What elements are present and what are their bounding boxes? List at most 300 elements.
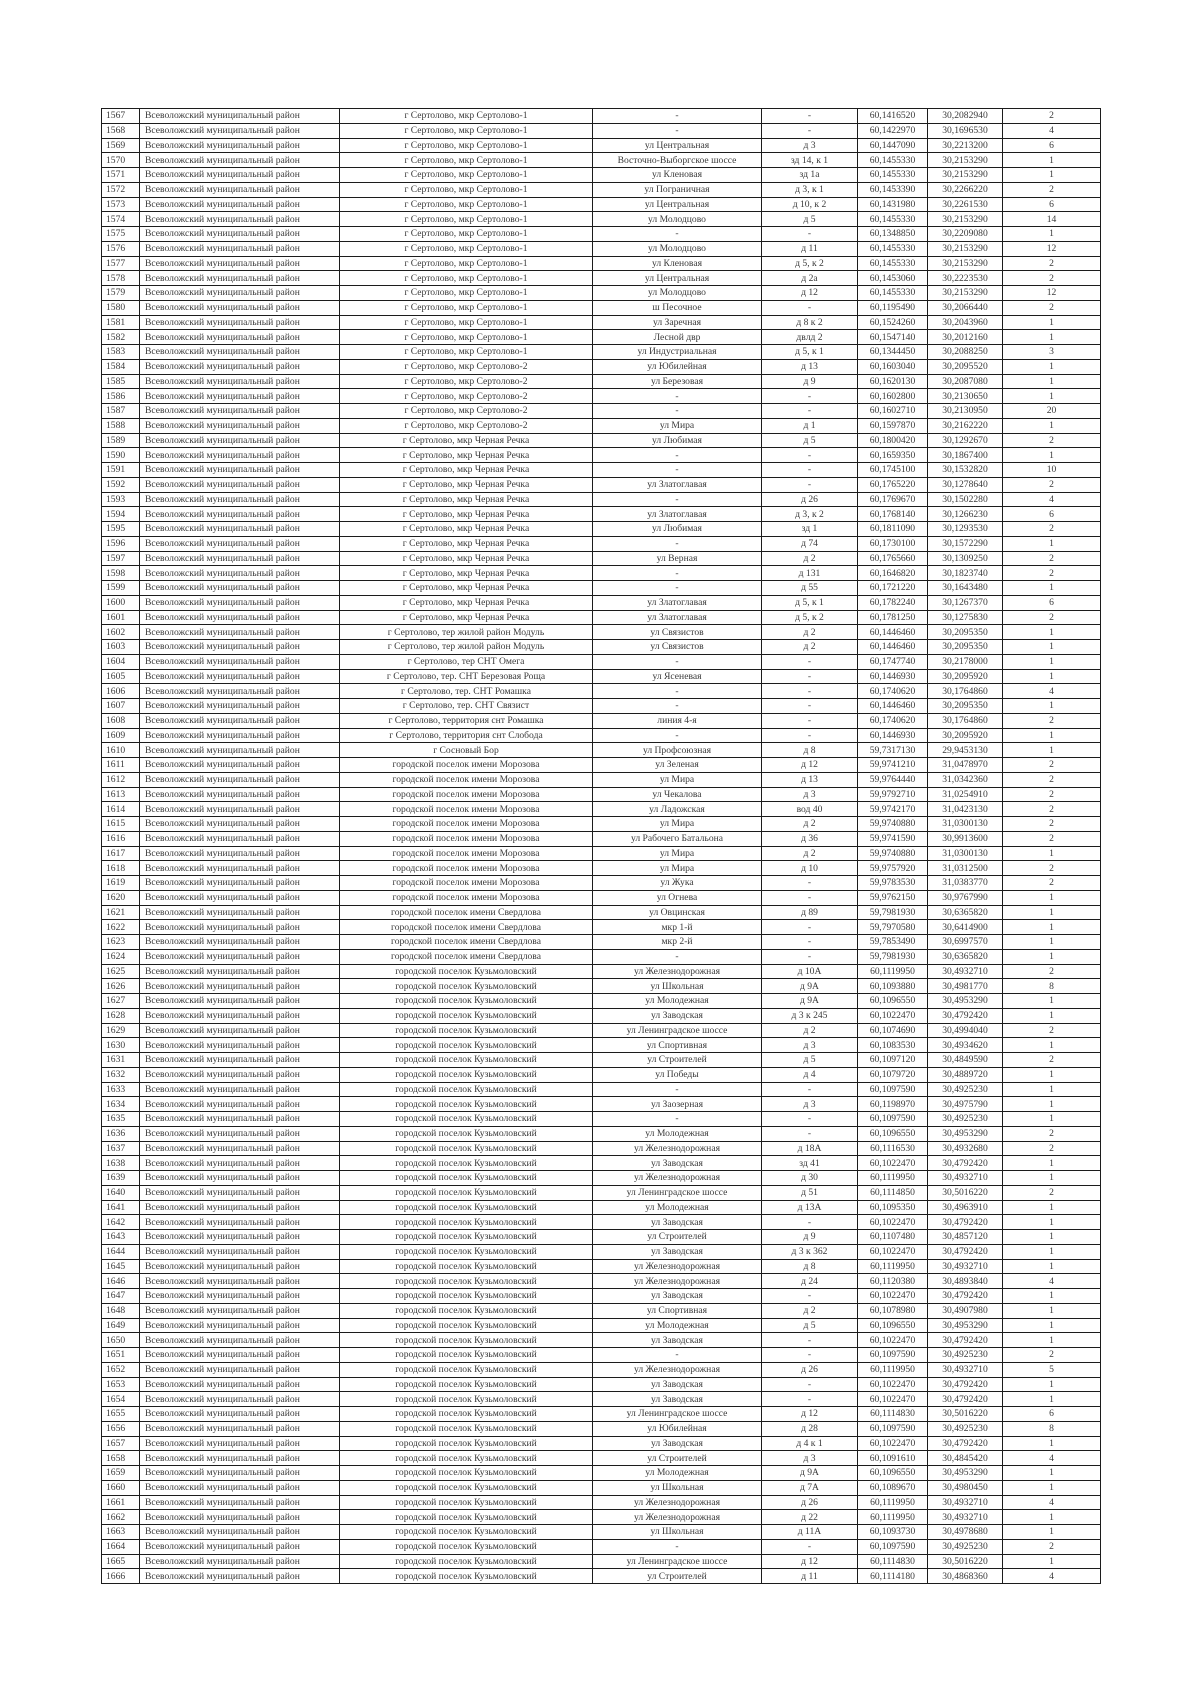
row-number: 1632 (102, 1067, 140, 1082)
table-row (102, 802, 1101, 817)
district-cell: Всеволожский муниципальный район (140, 448, 340, 463)
latitude-cell: 60,1022470 (858, 1333, 928, 1348)
table-row (102, 330, 1101, 345)
house-cell: зд 41 (762, 1156, 858, 1171)
district-cell: Всеволожский муниципальный район (140, 271, 340, 286)
district-cell: Всеволожский муниципальный район (140, 404, 340, 419)
row-number: 1598 (102, 566, 140, 581)
street-cell: ул Ленинградское шоссе (593, 1023, 762, 1038)
longitude-cell: 30,1643480 (928, 581, 1003, 596)
house-cell: д 10 (762, 861, 858, 876)
house-cell: д 10, к 2 (762, 197, 858, 212)
house-cell: - (762, 654, 858, 669)
house-cell: д 26 (762, 492, 858, 507)
count-cell: 1 (1003, 640, 1101, 655)
house-cell: - (762, 713, 858, 728)
table-row (102, 1112, 1101, 1127)
table-row (102, 1082, 1101, 1097)
settlement-cell: городской поселок Кузьмоловский (340, 1510, 593, 1525)
table-row (102, 1053, 1101, 1068)
table-row (102, 1097, 1101, 1112)
table-row (102, 1126, 1101, 1141)
table-row (102, 492, 1101, 507)
settlement-cell: городской поселок Кузьмоловский (340, 1112, 593, 1127)
district-cell: Всеволожский муниципальный район (140, 330, 340, 345)
row-number: 1648 (102, 1303, 140, 1318)
table-row (102, 1215, 1101, 1230)
row-number: 1570 (102, 153, 140, 168)
latitude-cell: 60,1620130 (858, 374, 928, 389)
count-cell: 1 (1003, 743, 1101, 758)
district-cell: Всеволожский муниципальный район (140, 802, 340, 817)
row-number: 1567 (102, 109, 140, 124)
count-cell: 2 (1003, 861, 1101, 876)
longitude-cell: 30,2066440 (928, 300, 1003, 315)
table-row (102, 610, 1101, 625)
latitude-cell: 60,1022470 (858, 1377, 928, 1392)
latitude-cell: 60,1089670 (858, 1480, 928, 1495)
street-cell: ул Связистов (593, 640, 762, 655)
settlement-cell: городской поселок Кузьмоловский (340, 1303, 593, 1318)
latitude-cell: 60,1455330 (858, 241, 928, 256)
row-number: 1642 (102, 1215, 140, 1230)
latitude-cell: 60,1079720 (858, 1067, 928, 1082)
count-cell: 2 (1003, 566, 1101, 581)
settlement-cell: городской поселок Кузьмоловский (340, 1554, 593, 1569)
row-number: 1662 (102, 1510, 140, 1525)
settlement-cell: городской поселок Кузьмоловский (340, 1082, 593, 1097)
street-cell: ул Заводская (593, 1244, 762, 1259)
street-cell: ул Школьная (593, 1480, 762, 1495)
latitude-cell: 60,1096550 (858, 994, 928, 1009)
row-number: 1585 (102, 374, 140, 389)
row-number: 1619 (102, 876, 140, 891)
settlement-cell: г Сертолово, мкр Сертолово-2 (340, 389, 593, 404)
settlement-cell: городской поселок имени Свердлова (340, 920, 593, 935)
table-row (102, 123, 1101, 138)
row-number: 1639 (102, 1171, 140, 1186)
district-cell: Всеволожский муниципальный район (140, 1082, 340, 1097)
row-number: 1657 (102, 1436, 140, 1451)
street-cell: ул Центральная (593, 197, 762, 212)
count-cell: 1 (1003, 359, 1101, 374)
latitude-cell: 60,1096550 (858, 1126, 928, 1141)
settlement-cell: г Сертолово, мкр Сертолово-1 (340, 227, 593, 242)
table-row (102, 256, 1101, 271)
latitude-cell: 60,1022470 (858, 1244, 928, 1259)
settlement-cell: городской поселок Кузьмоловский (340, 1185, 593, 1200)
table-row (102, 654, 1101, 669)
house-cell: - (762, 669, 858, 684)
latitude-cell: 60,1524260 (858, 315, 928, 330)
house-cell: - (762, 1392, 858, 1407)
settlement-cell: городской поселок Кузьмоловский (340, 1525, 593, 1540)
table-row (102, 758, 1101, 773)
settlement-cell: г Сертолово, мкр Черная Речка (340, 610, 593, 625)
latitude-cell: 59,9757920 (858, 861, 928, 876)
house-cell: д 11 (762, 241, 858, 256)
house-cell: д 13 (762, 359, 858, 374)
street-cell: ул Центральная (593, 138, 762, 153)
district-cell: Всеволожский муниципальный район (140, 1023, 340, 1038)
table-row (102, 374, 1101, 389)
count-cell: 1 (1003, 1333, 1101, 1348)
house-cell: - (762, 448, 858, 463)
row-number: 1571 (102, 168, 140, 183)
count-cell: 5 (1003, 1362, 1101, 1377)
house-cell: д 2а (762, 271, 858, 286)
street-cell: ул Ясеневая (593, 669, 762, 684)
longitude-cell: 31,0478970 (928, 758, 1003, 773)
house-cell: д 3 (762, 1451, 858, 1466)
house-cell: д 5, к 1 (762, 345, 858, 360)
latitude-cell: 60,1097590 (858, 1539, 928, 1554)
row-number: 1595 (102, 522, 140, 537)
house-cell: д 2 (762, 817, 858, 832)
longitude-cell: 30,1267370 (928, 595, 1003, 610)
district-cell: Всеволожский муниципальный район (140, 315, 340, 330)
street-cell: мкр 1-й (593, 920, 762, 935)
count-cell: 1 (1003, 935, 1101, 950)
row-number: 1626 (102, 979, 140, 994)
district-cell: Всеволожский муниципальный район (140, 1097, 340, 1112)
settlement-cell: г Сертолово, территория снт Ромашка (340, 713, 593, 728)
table-row (102, 241, 1101, 256)
street-cell: ул Заводская (593, 1377, 762, 1392)
house-cell: - (762, 1215, 858, 1230)
street-cell: ул Железнодорожная (593, 1171, 762, 1186)
settlement-cell: г Сертолово, мкр Черная Речка (340, 448, 593, 463)
district-cell: Всеволожский муниципальный район (140, 1141, 340, 1156)
row-number: 1645 (102, 1259, 140, 1274)
latitude-cell: 59,9741210 (858, 758, 928, 773)
district-cell: Всеволожский муниципальный район (140, 418, 340, 433)
row-number: 1618 (102, 861, 140, 876)
settlement-cell: г Сертолово, мкр Сертолово-1 (340, 212, 593, 227)
count-cell: 2 (1003, 1539, 1101, 1554)
row-number: 1602 (102, 625, 140, 640)
district-cell: Всеволожский муниципальный район (140, 1215, 340, 1230)
street-cell: ул Заводская (593, 1156, 762, 1171)
count-cell: 1 (1003, 168, 1101, 183)
table-row (102, 684, 1101, 699)
table-row (102, 994, 1101, 1009)
district-cell: Всеволожский муниципальный район (140, 964, 340, 979)
district-cell: Всеволожский муниципальный район (140, 1362, 340, 1377)
table-row (102, 1141, 1101, 1156)
settlement-cell: городской поселок имени Морозова (340, 876, 593, 891)
latitude-cell: 60,1078980 (858, 1303, 928, 1318)
latitude-cell: 60,1446460 (858, 625, 928, 640)
house-cell: зд 14, к 1 (762, 153, 858, 168)
table-row (102, 1466, 1101, 1481)
row-number: 1568 (102, 123, 140, 138)
count-cell: 2 (1003, 1348, 1101, 1363)
district-cell: Всеволожский муниципальный район (140, 182, 340, 197)
district-cell: Всеволожский муниципальный район (140, 345, 340, 360)
table-row (102, 846, 1101, 861)
district-cell: Всеволожский муниципальный район (140, 197, 340, 212)
longitude-cell: 30,1532820 (928, 463, 1003, 478)
street-cell: - (593, 699, 762, 714)
latitude-cell: 60,1422970 (858, 123, 928, 138)
longitude-cell: 30,2095350 (928, 640, 1003, 655)
street-cell: ул Железнодорожная (593, 964, 762, 979)
settlement-cell: г Сертолово, мкр Сертолово-1 (340, 315, 593, 330)
longitude-cell: 30,2153290 (928, 256, 1003, 271)
longitude-cell: 30,4893840 (928, 1274, 1003, 1289)
longitude-cell: 30,9913600 (928, 831, 1003, 846)
latitude-cell: 60,1453390 (858, 182, 928, 197)
street-cell: линия 4-я (593, 713, 762, 728)
count-cell: 2 (1003, 713, 1101, 728)
row-number: 1574 (102, 212, 140, 227)
latitude-cell: 60,1022470 (858, 1392, 928, 1407)
count-cell: 1 (1003, 1215, 1101, 1230)
settlement-cell: городской поселок Кузьмоловский (340, 1362, 593, 1377)
district-cell: Всеволожский муниципальный район (140, 595, 340, 610)
row-number: 1661 (102, 1495, 140, 1510)
latitude-cell: 60,1781250 (858, 610, 928, 625)
street-cell: ул Заречная (593, 315, 762, 330)
table-row (102, 772, 1101, 787)
street-cell: - (593, 728, 762, 743)
count-cell: 1 (1003, 330, 1101, 345)
count-cell: 6 (1003, 507, 1101, 522)
district-cell: Всеволожский муниципальный район (140, 1392, 340, 1407)
longitude-cell: 30,4792420 (928, 1156, 1003, 1171)
row-number: 1576 (102, 241, 140, 256)
house-cell: д 2 (762, 551, 858, 566)
count-cell: 2 (1003, 1126, 1101, 1141)
table-row (102, 1318, 1101, 1333)
house-cell: д 7А (762, 1480, 858, 1495)
house-cell: д 9А (762, 994, 858, 1009)
count-cell: 1 (1003, 389, 1101, 404)
row-number: 1646 (102, 1274, 140, 1289)
count-cell: 1 (1003, 153, 1101, 168)
settlement-cell: городской поселок Кузьмоловский (340, 1038, 593, 1053)
house-cell: д 3 (762, 138, 858, 153)
longitude-cell: 30,4845420 (928, 1451, 1003, 1466)
district-cell: Всеволожский муниципальный район (140, 669, 340, 684)
longitude-cell: 31,0312500 (928, 861, 1003, 876)
latitude-cell: 60,1740620 (858, 713, 928, 728)
street-cell: ул Овцинская (593, 905, 762, 920)
house-cell: - (762, 1348, 858, 1363)
longitude-cell: 30,4953290 (928, 1466, 1003, 1481)
street-cell: - (593, 581, 762, 596)
district-cell: Всеволожский муниципальный район (140, 227, 340, 242)
settlement-cell: городской поселок имени Морозова (340, 861, 593, 876)
table-row (102, 286, 1101, 301)
latitude-cell: 60,1597870 (858, 418, 928, 433)
house-cell: - (762, 935, 858, 950)
table-row (102, 1259, 1101, 1274)
settlement-cell: городской поселок имени Морозова (340, 772, 593, 787)
table-row (102, 876, 1101, 891)
longitude-cell: 30,4889720 (928, 1067, 1003, 1082)
row-number: 1650 (102, 1333, 140, 1348)
table-row (102, 315, 1101, 330)
house-cell: д 5 (762, 1053, 858, 1068)
settlement-cell: г Сертолово, мкр Сертолово-1 (340, 168, 593, 183)
longitude-cell: 30,1764860 (928, 713, 1003, 728)
count-cell: 1 (1003, 994, 1101, 1009)
table-row (102, 640, 1101, 655)
row-number: 1620 (102, 890, 140, 905)
street-cell: ш Песочное (593, 300, 762, 315)
table-row (102, 1008, 1101, 1023)
street-cell: - (593, 1082, 762, 1097)
table-row (102, 1156, 1101, 1171)
district-cell: Всеволожский муниципальный район (140, 1303, 340, 1318)
latitude-cell: 59,7981930 (858, 949, 928, 964)
longitude-cell: 29,9453130 (928, 743, 1003, 758)
settlement-cell: городской поселок Кузьмоловский (340, 1333, 593, 1348)
settlement-cell: г Сертолово, территория снт Слобода (340, 728, 593, 743)
row-number: 1622 (102, 920, 140, 935)
count-cell: 1 (1003, 1067, 1101, 1082)
house-cell: - (762, 699, 858, 714)
count-cell: 14 (1003, 212, 1101, 227)
latitude-cell: 59,9792710 (858, 787, 928, 802)
street-cell: ул Мира (593, 418, 762, 433)
longitude-cell: 30,2012160 (928, 330, 1003, 345)
settlement-cell: г Сертолово, мкр Черная Речка (340, 536, 593, 551)
table-row (102, 418, 1101, 433)
longitude-cell: 30,2130950 (928, 404, 1003, 419)
table-row (102, 1067, 1101, 1082)
district-cell: Всеволожский муниципальный район (140, 758, 340, 773)
row-number: 1660 (102, 1480, 140, 1495)
count-cell: 1 (1003, 1230, 1101, 1245)
count-cell: 1 (1003, 1392, 1101, 1407)
count-cell: 2 (1003, 1185, 1101, 1200)
longitude-cell: 30,4857120 (928, 1230, 1003, 1245)
district-cell: Всеволожский муниципальный район (140, 1333, 340, 1348)
count-cell: 1 (1003, 1200, 1101, 1215)
house-cell: - (762, 1126, 858, 1141)
street-cell: ул Мира (593, 846, 762, 861)
district-cell: Всеволожский муниципальный район (140, 581, 340, 596)
district-cell: Всеволожский муниципальный район (140, 1539, 340, 1554)
count-cell: 1 (1003, 1554, 1101, 1569)
row-number: 1655 (102, 1407, 140, 1422)
table-row (102, 1362, 1101, 1377)
house-cell: д 10А (762, 964, 858, 979)
longitude-cell: 31,0423130 (928, 802, 1003, 817)
row-number: 1599 (102, 581, 140, 596)
longitude-cell: 30,4953290 (928, 994, 1003, 1009)
count-cell: 2 (1003, 182, 1101, 197)
district-cell: Всеволожский муниципальный район (140, 300, 340, 315)
table-row (102, 1230, 1101, 1245)
longitude-cell: 30,1867400 (928, 448, 1003, 463)
count-cell: 4 (1003, 123, 1101, 138)
settlement-cell: г Сертолово, тер. СНТ Березовая Роща (340, 669, 593, 684)
house-cell: д 5, к 2 (762, 610, 858, 625)
count-cell: 2 (1003, 271, 1101, 286)
row-number: 1613 (102, 787, 140, 802)
settlement-cell: городской поселок имени Морозова (340, 846, 593, 861)
street-cell: ул Огнева (593, 890, 762, 905)
table-row (102, 1392, 1101, 1407)
longitude-cell: 30,4925230 (928, 1421, 1003, 1436)
house-cell: д 3 (762, 787, 858, 802)
latitude-cell: 60,1074690 (858, 1023, 928, 1038)
house-cell: д 3, к 2 (762, 507, 858, 522)
street-cell: ул Молодцово (593, 241, 762, 256)
table-row (102, 300, 1101, 315)
longitude-cell: 30,2095920 (928, 728, 1003, 743)
table-row (102, 1023, 1101, 1038)
count-cell: 2 (1003, 831, 1101, 846)
longitude-cell: 30,5016220 (928, 1554, 1003, 1569)
count-cell: 1 (1003, 374, 1101, 389)
street-cell: ул Любимая (593, 433, 762, 448)
table-row (102, 389, 1101, 404)
house-cell: д 3 к 362 (762, 1244, 858, 1259)
row-number: 1615 (102, 817, 140, 832)
longitude-cell: 30,4978680 (928, 1525, 1003, 1540)
house-cell: д 8 (762, 1259, 858, 1274)
street-cell: - (593, 1112, 762, 1127)
table-row (102, 359, 1101, 374)
settlement-cell: городской поселок Кузьмоловский (340, 1053, 593, 1068)
settlement-cell: г Сертолово, мкр Черная Речка (340, 581, 593, 596)
district-cell: Всеволожский муниципальный район (140, 389, 340, 404)
latitude-cell: 60,1022470 (858, 1436, 928, 1451)
longitude-cell: 30,4953290 (928, 1126, 1003, 1141)
count-cell: 1 (1003, 1244, 1101, 1259)
table-row (102, 448, 1101, 463)
latitude-cell: 60,1095350 (858, 1200, 928, 1215)
table-row (102, 109, 1101, 124)
table-row (102, 212, 1101, 227)
street-cell: - (593, 123, 762, 138)
street-cell: ул Связистов (593, 625, 762, 640)
house-cell: д 5, к 2 (762, 256, 858, 271)
house-cell: д 2 (762, 1023, 858, 1038)
row-number: 1587 (102, 404, 140, 419)
latitude-cell: 60,1446930 (858, 728, 928, 743)
street-cell: ул Профсоюзная (593, 743, 762, 758)
longitude-cell: 30,4932680 (928, 1141, 1003, 1156)
longitude-cell: 30,2162220 (928, 418, 1003, 433)
count-cell: 2 (1003, 817, 1101, 832)
district-cell: Всеволожский муниципальный район (140, 1289, 340, 1304)
row-number: 1614 (102, 802, 140, 817)
row-number: 1583 (102, 345, 140, 360)
settlement-cell: г Сертолово, тер жилой район Модуль (340, 625, 593, 640)
house-cell: д 5 (762, 433, 858, 448)
settlement-cell: городской поселок Кузьмоловский (340, 1274, 593, 1289)
row-number: 1659 (102, 1466, 140, 1481)
count-cell: 2 (1003, 787, 1101, 802)
longitude-cell: 30,4981770 (928, 979, 1003, 994)
table-row (102, 1244, 1101, 1259)
longitude-cell: 30,4792420 (928, 1392, 1003, 1407)
row-number: 1596 (102, 536, 140, 551)
latitude-cell: 60,1782240 (858, 595, 928, 610)
settlement-cell: г Сертолово, мкр Черная Речка (340, 507, 593, 522)
house-cell: д 3 (762, 1038, 858, 1053)
longitude-cell: 30,2095520 (928, 359, 1003, 374)
latitude-cell: 60,1431980 (858, 197, 928, 212)
settlement-cell: г Сертолово, мкр Черная Речка (340, 522, 593, 537)
latitude-cell: 60,1116530 (858, 1141, 928, 1156)
